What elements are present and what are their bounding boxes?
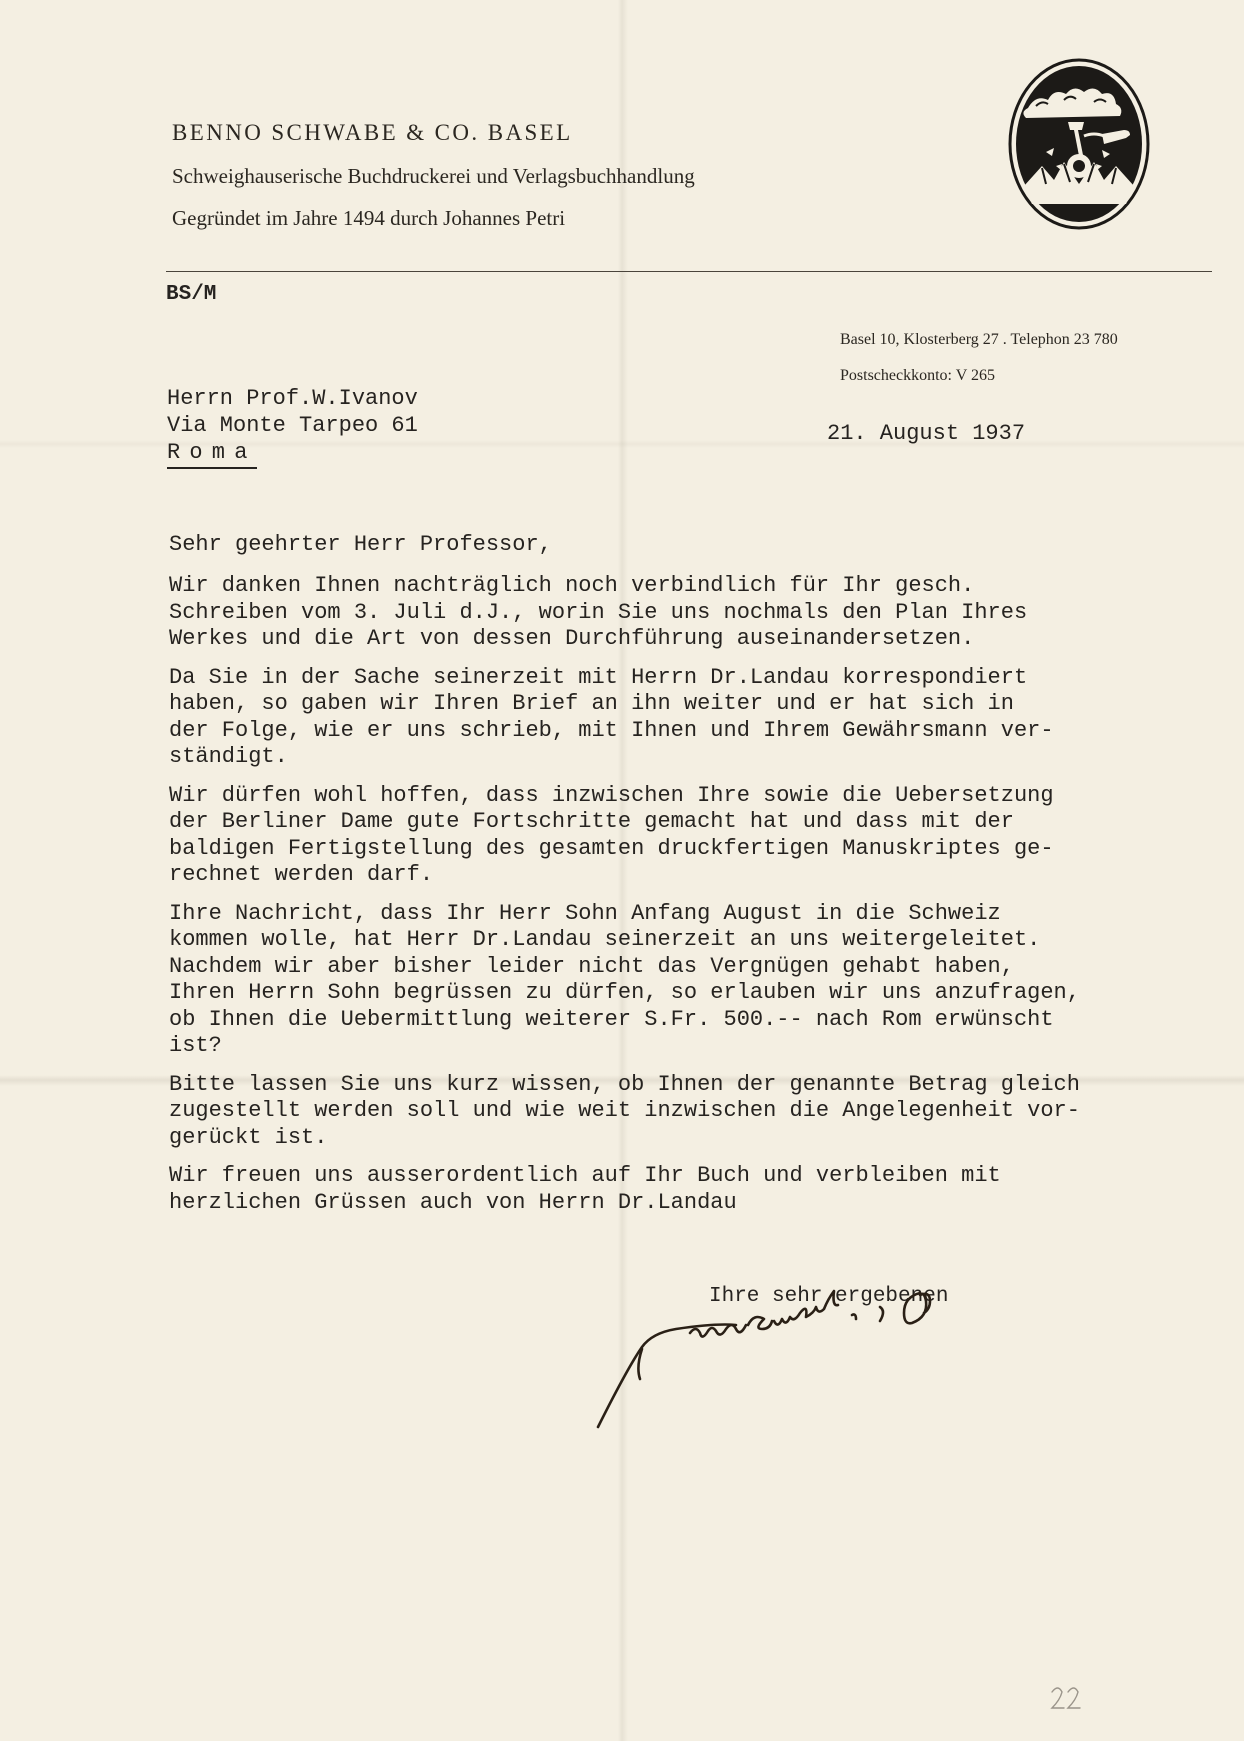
paragraph-line: Ihren Herrn Sohn begrüssen zu dürfen, so erlauben wir uns anzufragen, <box>169 980 1080 1005</box>
paragraph-line: Da Sie in der Sache seinerzeit mit Herrn Dr.Landau korrespondiert <box>169 664 1028 690</box>
paragraph-line: kommen wolle, hat Herr Dr.Landau seinerzeit an uns weitergeleitet. <box>169 927 1041 952</box>
letter-body <box>169 532 1209 1228</box>
paragraph-line: Schreiben vom 3. Juli d.J., worin Sie uns nochmals den Plan Ihres <box>169 599 1028 625</box>
recipient-street: Via Monte Tarpeo 61 <box>167 413 418 438</box>
body-paragraph <box>169 783 1209 889</box>
archive-number-pencil <box>1048 1682 1088 1712</box>
letterhead-divider <box>166 271 1212 272</box>
recipient-name: Herrn Prof.W.Ivanov <box>167 386 418 411</box>
reference-code: BS/M <box>166 283 217 306</box>
paragraph-line: Bitte lassen Sie uns kurz wissen, ob Ihnen der genannte Betrag gleich <box>169 1071 1080 1097</box>
firm-address: Basel 10, Klosterberg 27 . Telephon 23 780 <box>840 331 1118 348</box>
paragraph-line: Wir freuen uns ausserordentlich auf Ihr Buch und verbleiben mit <box>169 1163 1001 1188</box>
paragraph-line: zugestellt werden soll und wie weit inzwischen die Angelegenheit vor- <box>169 1098 1080 1123</box>
handwritten-signature <box>590 1285 1040 1435</box>
firm-name: BENNO SCHWABE & CO. BASEL <box>172 120 573 145</box>
paragraph-line: der Berliner Dame gute Fortschritte gemacht hat und dass mit der <box>169 809 1014 834</box>
recipient-address <box>167 385 418 469</box>
body-paragraph <box>169 901 1209 1060</box>
firm-subtitle-2: Gegründet im Jahre 1494 durch Johannes Petri <box>172 206 566 230</box>
body-paragraph <box>169 1163 1209 1216</box>
paragraph-line: haben, so gaben wir Ihren Brief an ihn weiter und er hat sich in <box>169 691 1014 716</box>
paragraph-line: gerückt ist. <box>169 1124 328 1150</box>
printer-mark-hand-hammer-icon <box>1006 56 1152 232</box>
body-paragraph <box>169 665 1209 771</box>
paragraph-line: Ihre Nachricht, dass Ihr Herr Sohn Anfang August in die Schweiz <box>169 900 1001 926</box>
paragraph-line: der Folge, wie er uns schrieb, mit Ihnen und Ihrem Gewährsmann ver- <box>169 717 1054 743</box>
paragraph-line: ob Ihnen die Uebermittlung weiterer S.Fr. 500.-- nach Rom erwünscht <box>169 1006 1054 1032</box>
paragraph-line: Wir danken Ihnen nachträglich noch verbindlich für Ihr gesch. <box>169 573 975 598</box>
paragraph-line: baldigen Fertigstellung des gesamten druckfertigen Manuskriptes ge- <box>169 835 1054 861</box>
paragraph-line: ständigt. <box>169 744 288 769</box>
paragraph-line: ist? <box>169 1033 222 1058</box>
letter-date: 21. August 1937 <box>827 421 1026 446</box>
body-paragraph <box>169 573 1209 653</box>
paragraph-line: rechnet werden darf. <box>169 862 434 887</box>
paragraph-line: herzlichen Grüssen auch von Herrn Dr.Landau <box>169 1189 737 1215</box>
closing-phrase: Ihre sehr ergebenen <box>709 1285 949 1308</box>
paragraph-line: Werkes und die Art von dessen Durchführung auseinandersetzen. <box>169 626 975 651</box>
salutation: Sehr geehrter Herr Professor, <box>169 532 552 557</box>
firm-postcheck-account: Postscheckkonto: V 265 <box>840 367 995 384</box>
paragraph-list <box>169 573 1209 1216</box>
recipient-city: Roma <box>167 439 257 469</box>
body-paragraph <box>169 1072 1209 1152</box>
firm-subtitle-1: Schweighauserische Buchdruckerei und Verlagsbuchhandlung <box>172 164 695 188</box>
paragraph-line: Nachdem wir aber bisher leider nicht das Vergnügen gehabt haben, <box>169 953 1014 979</box>
paragraph-line: Wir dürfen wohl hoffen, dass inzwischen Ihre sowie die Uebersetzung <box>169 782 1054 808</box>
